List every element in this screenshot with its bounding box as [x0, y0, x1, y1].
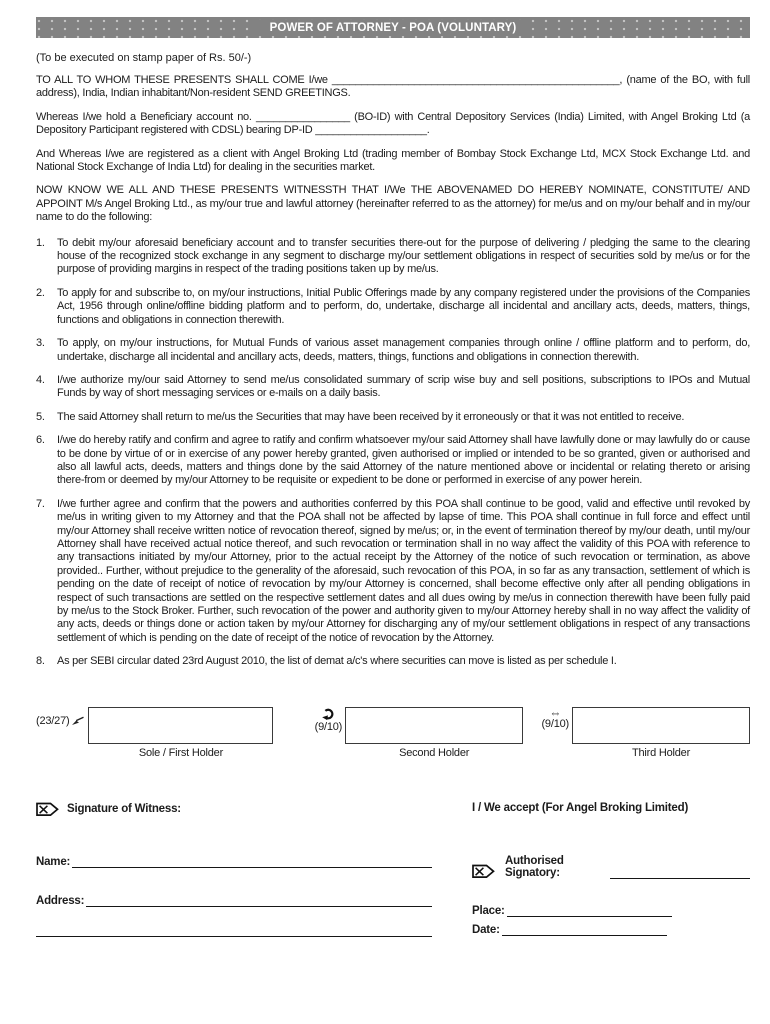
clause-number: 6.	[36, 434, 45, 447]
witness-heading-row	[36, 802, 432, 817]
third-holder-page-ref	[541, 707, 569, 730]
third-holder-signature-group	[541, 707, 750, 759]
second-holder-signature-group	[315, 707, 524, 759]
stamp-paper-note: (To be executed on stamp paper of Rs. 50/-)	[36, 52, 252, 64]
first-holder-page-ref	[36, 715, 85, 735]
address-field-line-2[interactable]	[36, 923, 432, 937]
clause-item-8	[36, 655, 750, 668]
authorised-signatory-label: Authorised Signatory:	[505, 854, 564, 879]
second-holder-label: Second Holder	[399, 746, 470, 759]
first-holder-signature-box[interactable]	[88, 707, 273, 744]
clause-number: 7.	[36, 497, 45, 510]
witness-address-row	[36, 893, 432, 907]
place-row	[472, 903, 750, 917]
witness-heading: Signature of Witness:	[67, 803, 181, 816]
sign-here-icon	[36, 802, 59, 817]
name-field[interactable]	[72, 854, 432, 868]
second-holder-page-ref	[315, 707, 343, 733]
clause-item-6	[36, 434, 750, 488]
acceptance-heading: I / We accept (For Angel Broking Limited)	[472, 801, 689, 814]
third-holder-signature-box[interactable]	[572, 707, 750, 744]
date-row	[472, 922, 750, 936]
first-holder-label: Sole / First Holder	[138, 746, 224, 759]
name-label: Name:	[36, 855, 71, 868]
clause-item-1	[36, 237, 750, 277]
signature-row	[36, 707, 750, 759]
clause-text: To apply for and subscribe to, on my/our instructions, Initial Public Offerings made by any company registered under the provisions of the Companies Act, 1956 through online/offline bidding platform and to perform, do, undertake, discharge all incidental and ancillary acts, deeds, matters, things, functions and obligations in connection therewith.	[57, 286, 750, 326]
place-field[interactable]	[507, 903, 672, 917]
page-ref-text: (23/27)	[36, 715, 70, 728]
witness-name-row	[36, 854, 432, 868]
clause-number: 8.	[36, 655, 45, 668]
clause-text: To apply, on my/our instructions, for Mutual Funds of various asset management companies through online / offline platform and to perform, do, undertake, discharge all incidental and ancillary acts, deeds, matters, things, functions and obligations in connection therewith.	[57, 337, 750, 363]
and-whereas-paragraph: And Whereas I/we are registered as a client with Angel Broking Ltd (trading member of Bombay Stock Exchange Ltd, MCX Stock Exchange Ltd. and National Stock Exchange of India Ltd) for dealing in the securities market.	[36, 147, 750, 174]
clause-text: I/we further agree and confirm that the powers and authorities conferred by this POA shall continue to be good, valid and effective until revoked by me/us in writing given to my Attorney and that the POA shall not be affected by lapse of time. This POA shall continue in full force and effect until my/our Attorney shall receive written notice of revocation thereof, signed by me/us; or, in the event of termination thereof by my/our death, until my/our Attorney shall have received actual notice thereof, and such revocation or termination shall in no way affect the validity of this POA with reference to any transactions initiated by my/our Attorney, prior to the actual receipt by the Attorney of the notice of such revocation or termination, as above provided.. Further, without prejudice to the generality of the aforesaid, such revocation of this POA, in so far as any transaction, settlement of which is pending on the date of receipt of notice of revocation by my/our Attorney is concerned, shall become effective only after all pending obligations in respect of such transactions are settled on the respective settlement dates and all dues owing by me/us in connection therewith have been fully paid by me/us to the Stock Broker. Further, such revocation of the power and authority given to my/our Attorney hereby shall in no way affect the validity of any acts, deeds or things done or action taken by my/our Attorney for discharging any of my/our settlement obligations in respect of any transactions settlement of which is pending on the date of receipt of the notice of revocation by the Attorney.	[57, 497, 750, 644]
witness-column	[36, 802, 432, 937]
place-label: Place:	[472, 904, 505, 917]
page-title: POWER OF ATTORNEY - POA (VOLUNTARY)	[256, 20, 531, 36]
authorised-signatory-row	[472, 855, 750, 879]
clause-number: 1.	[36, 236, 45, 249]
clause-item-4	[36, 374, 750, 401]
pen-icon	[71, 716, 85, 726]
clause-text: I/we do hereby ratify and confirm and agree to ratify and confirm whatsoever my/our said Attorney shall have lawfully done or may lawfully do or cause to be done by virtue of or in exercise of any power hereby granted, given authorised or implied or intended to be so granted, given or authorised and also all lawful acts, deeds, matters and things done by the said Attorney of the nature mentioned above or incidental or relating thereto or arising there-from or deemed by my/our Attorney to be requisite or expedient to be done or performed in exercise of any power herein.	[57, 434, 750, 487]
clause-text: The said Attorney shall return to me/us the Securities that may have been received by it erroneously or that it was not entitled to receive.	[57, 410, 685, 423]
clause-item-3	[36, 337, 750, 364]
authorised-signatory-field[interactable]	[610, 865, 750, 879]
address-field[interactable]	[86, 893, 432, 907]
title-bar	[36, 17, 750, 38]
whereas-paragraph: Whereas I/we hold a Beneficiary account no. ________________ (BO-ID) with Central Depository Services (India) Limited, with Angel Broking Ltd (a Depository Participant registered with CDSL) bearing DP-ID ___________________.	[36, 110, 750, 137]
double-arrow-icon: ⇔	[549, 705, 562, 720]
clause-list	[36, 237, 750, 669]
clause-item-2	[36, 287, 750, 327]
page-ref-text: (9/10)	[541, 717, 569, 730]
acceptance-column	[472, 802, 750, 937]
second-holder-signature-box[interactable]	[345, 707, 523, 744]
salutation-paragraph: TO ALL TO WHOM THESE PRESENTS SHALL COME I/we _________________________________________________, (name of the BO, with full address), India, Indian inhabitant/Non-resident SEND GREETINGS.	[36, 74, 750, 100]
address-label: Address:	[36, 894, 85, 907]
clause-number: 5.	[36, 410, 45, 423]
clause-number: 3.	[36, 337, 45, 350]
clause-number: 4.	[36, 373, 45, 386]
third-holder-label: Third Holder	[631, 746, 691, 759]
clause-text: I/we authorize my/our said Attorney to send me/us consolidated summary of scrip wise buy and sell positions, subscriptions to IPOs and Mutual Funds by way of short messaging services or e-mails on a daily basis.	[57, 373, 750, 400]
spacer	[432, 802, 472, 937]
first-holder-signature-group	[36, 707, 273, 759]
page-ref-text: (9/10)	[314, 720, 343, 733]
clause-number: 2.	[36, 286, 45, 299]
appointment-paragraph: NOW KNOW WE ALL AND THESE PRESENTS WITNESSTH THAT I/We THE ABOVENAMED DO HEREBY NOMINATE, CONSTITUTE/ AND APPOINT M/s Angel Broking Ltd., as my/our true and lawful attorney (hereinafter referred to as the attorney) for me/us and on my/our behalf and in my/our name to do the following:	[36, 184, 750, 224]
witness-address-row-2	[36, 923, 432, 937]
date-field[interactable]	[502, 922, 667, 936]
clockwise-arrow-icon	[322, 708, 335, 721]
date-label: Date:	[472, 923, 500, 936]
clause-text: As per SEBI circular dated 23rd August 2010, the list of demat a/c's where securities can move is listed as per schedule I.	[57, 655, 617, 668]
clause-item-5	[36, 411, 750, 424]
footer-section	[36, 802, 750, 937]
sign-here-icon	[472, 864, 495, 879]
clause-text: To debit my/our aforesaid beneficiary account and to transfer securities there-out for the purpose of delivering / pledging the same to the clearing house of the recognized stock exchange in any segment to discharge my/our settlement obligations in respect of securities sold by me/us or for the purpose of providing margins in respect of the trading positions taken up by me/us.	[57, 236, 750, 276]
clause-item-7	[36, 498, 750, 645]
